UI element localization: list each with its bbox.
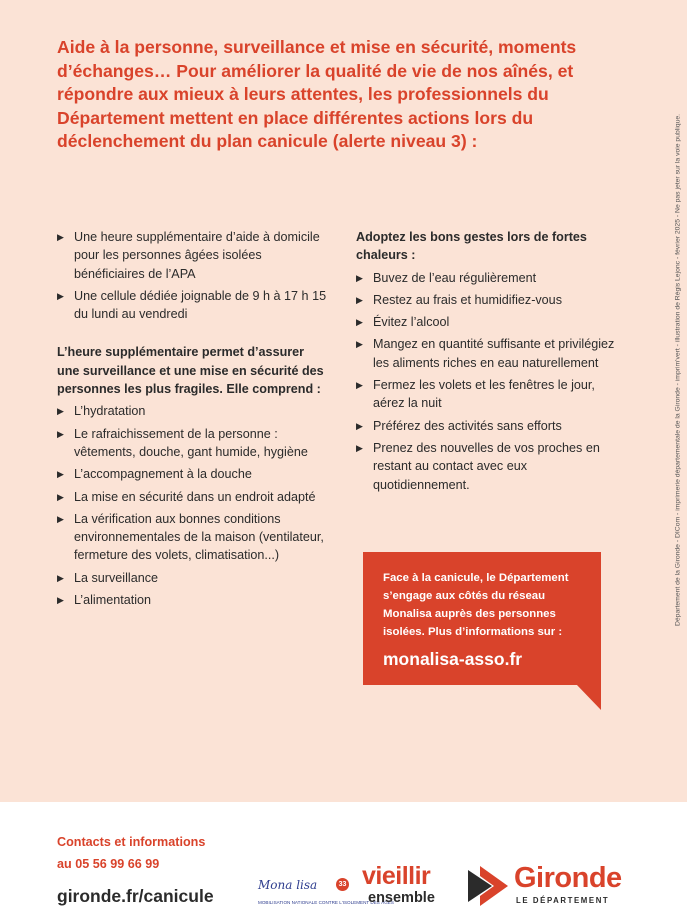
bullet-arrow-icon: ▶ <box>57 595 64 606</box>
vieillir-logo-line1: vieillir <box>362 862 431 890</box>
bullet-arrow-icon: ▶ <box>57 428 64 439</box>
list-item: ▶ Fermez les volets et les fenêtres le jour, aérez la nuit <box>356 378 595 411</box>
right-column <box>356 228 626 498</box>
monalisa-link[interactable]: monalisa-asso.fr <box>383 649 523 669</box>
intro-heading: Aide à la personne, surveillance et mise en sécurité, moments d’échanges… Pour améliorer la qualité de vie de nos aînés, et répondre aux mieux à leurs attentes, les professionnels du Département mettent en place différentes actions lors du déclenchement du plan canicule (alerte niveau 3) : <box>57 37 577 151</box>
monalisa-logo-tagline: MOBILISATION NATIONALE CONTRE L'ISOLEMENT DES ÂGÉS <box>258 900 394 905</box>
callout-text: Face à la canicule, le Département s’engage aux côtés du réseau Monalisa auprès des personnes isolées. Plus d’informations sur : <box>383 572 569 638</box>
list-item: ▶ Évitez l’alcool <box>356 313 626 331</box>
bullet-arrow-icon: ▶ <box>356 272 363 283</box>
bullet-arrow-icon: ▶ <box>57 513 64 524</box>
contacts-title: Contacts et informations <box>57 835 206 849</box>
gironde-logo-icon <box>466 864 510 908</box>
footer <box>0 802 687 920</box>
list-item: ▶ L’alimentation <box>57 591 327 609</box>
gironde-logo-subtitle: LE DÉPARTEMENT <box>516 896 610 905</box>
vieillir-ensemble-logo <box>360 862 452 914</box>
list-item: ▶ Une heure supplémentaire d’aide à domicile pour les personnes âgées isolées bénéficiaires de l’APA <box>57 230 320 281</box>
side-credit-text: Département de la Gironde - DICom - imprimerie départementale de la Gironde - imprim'vert - illustration de Régis Lejonc - février 2025 - Ne pas jeter sur la voie publique. <box>674 113 682 627</box>
bullet-arrow-icon: ▶ <box>57 491 64 502</box>
list-item: ▶ Mangez en quantité suffisante et privilégiez les aliments riches en eau naturellement <box>356 337 615 370</box>
callout-tail <box>576 684 601 710</box>
bullet-arrow-icon: ▶ <box>57 469 64 480</box>
monalisa-logo-script: Mona lisa <box>258 878 318 892</box>
support-list <box>57 228 327 323</box>
bullet-arrow-icon: ▶ <box>356 339 363 350</box>
bullet-arrow-icon: ▶ <box>356 380 363 391</box>
extra-hour-heading: L’heure supplémentaire permet d’assurer une surveillance et une mise en sécurité des personnes les plus fragiles. Elle comprend : <box>57 345 324 397</box>
good-habits-heading: Adoptez les bons gestes lors de fortes chaleurs : <box>356 230 587 263</box>
left-column <box>57 228 327 613</box>
gironde-logo <box>466 862 636 912</box>
list-item: ▶ La mise en sécurité dans un endroit adapté <box>57 488 327 506</box>
monalisa-logo <box>256 876 394 912</box>
contact-phone[interactable]: au 05 56 99 66 99 <box>57 857 160 871</box>
list-item: ▶ Préférez des activités sans efforts <box>356 417 626 435</box>
list-item: ▶ Le rafraichissement de la personne : vêtements, douche, gant humide, hygiène <box>57 426 308 459</box>
list-item: ▶ Restez au frais et humidifiez-vous <box>356 291 626 309</box>
gironde-logo-name: Gironde <box>514 862 622 894</box>
monalisa-logo-badge: 33 <box>336 878 349 891</box>
vieillir-logo-line2: ensemble <box>368 890 435 906</box>
canicule-link[interactable]: gironde.fr/canicule <box>57 886 214 906</box>
list-item: ▶ La vérification aux bonnes conditions environnementales de la maison (ventilateur, fermeture des volets, climatisation...) <box>57 511 324 563</box>
bullet-arrow-icon: ▶ <box>57 290 64 301</box>
extra-hour-list <box>57 402 327 609</box>
list-item: ▶ Une cellule dédiée joignable de 9 h à 17 h 15 du lundi au vendredi <box>57 288 327 322</box>
bullet-arrow-icon: ▶ <box>57 572 64 583</box>
monalisa-callout <box>363 552 601 685</box>
good-habits-list <box>356 269 626 494</box>
bullet-arrow-icon: ▶ <box>57 406 64 417</box>
bullet-arrow-icon: ▶ <box>356 294 363 305</box>
bullet-arrow-icon: ▶ <box>356 442 363 453</box>
bullet-arrow-icon: ▶ <box>356 420 363 431</box>
list-item: ▶ L’hydratation <box>57 402 327 420</box>
list-item: ▶ Prenez des nouvelles de vos proches en restant au contact avec eux quotidiennement. <box>356 440 600 492</box>
list-item: ▶ La surveillance <box>57 569 327 587</box>
bullet-arrow-icon: ▶ <box>57 232 64 242</box>
list-item: ▶ Buvez de l’eau régulièrement <box>356 269 626 287</box>
bullet-arrow-icon: ▶ <box>356 317 363 328</box>
list-item: ▶ L’accompagnement à la douche <box>57 465 327 483</box>
